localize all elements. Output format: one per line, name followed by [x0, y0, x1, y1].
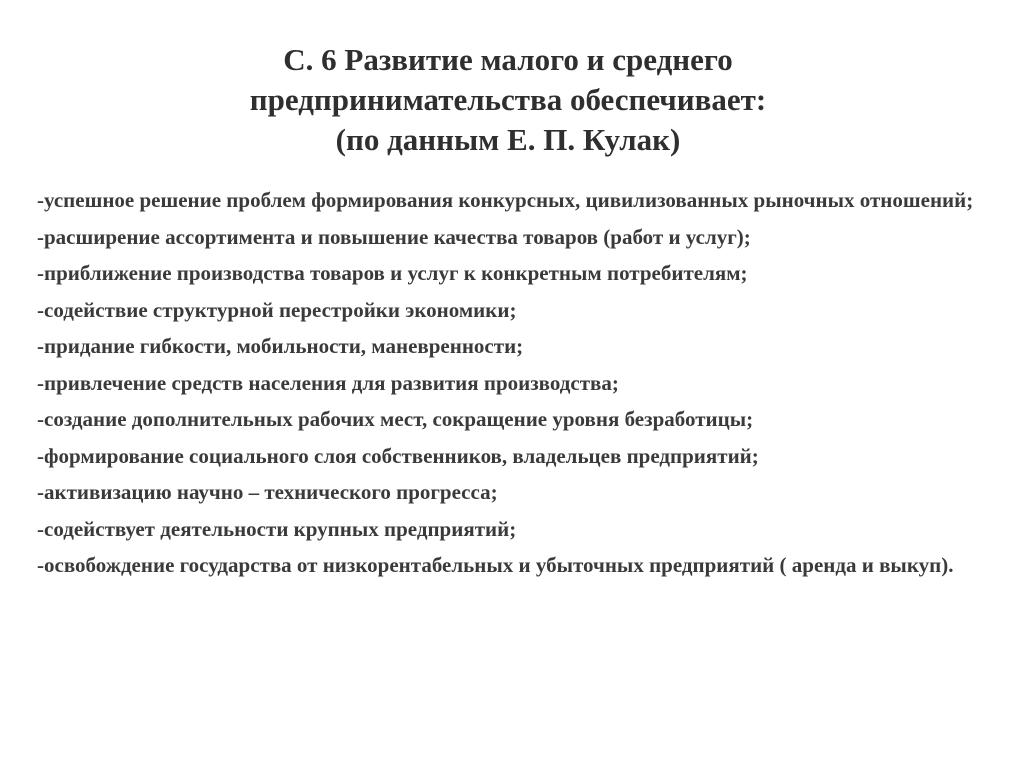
benefits-list	[37, 185, 987, 587]
list-item: -создание дополнительных рабочих мест, сокращение уровня безработицы;	[37, 407, 754, 431]
list-item: -формирование социального слоя собственников, владельцев предприятий;	[37, 443, 759, 468]
list-item: -освобождение государства от низкорентабельных и убыточных предприятий ( аренда и выкуп).	[37, 553, 954, 577]
list-item: -содействие структурной перестройки экономики;	[37, 297, 517, 322]
list-item: -успешное решение проблем формирования конкурсных, цивилизованных рыночных отношений;	[37, 188, 974, 212]
list-item: -придание гибкости, мобильности, маневренности;	[37, 334, 524, 358]
title-line-2: предпринимательства обеспечивает:	[249, 82, 767, 117]
title-line-3: (по данным Е. П. Кулак)	[335, 122, 681, 157]
list-item: -активизацию научно – технического прогресса;	[37, 480, 498, 504]
list-item: -расширение ассортимента и повышение качества товаров (работ и услуг);	[37, 224, 751, 249]
list-item: -содействует деятельности крупных предприятий;	[37, 516, 517, 541]
title-line-1: С. 6 Развитие малого и среднего	[283, 42, 733, 77]
page-title	[150, 40, 866, 160]
list-item: -приближение производства товаров и услуг к конкретным потребителям;	[37, 261, 748, 285]
list-item: -привлечение средств населения для развития производства;	[37, 370, 619, 395]
